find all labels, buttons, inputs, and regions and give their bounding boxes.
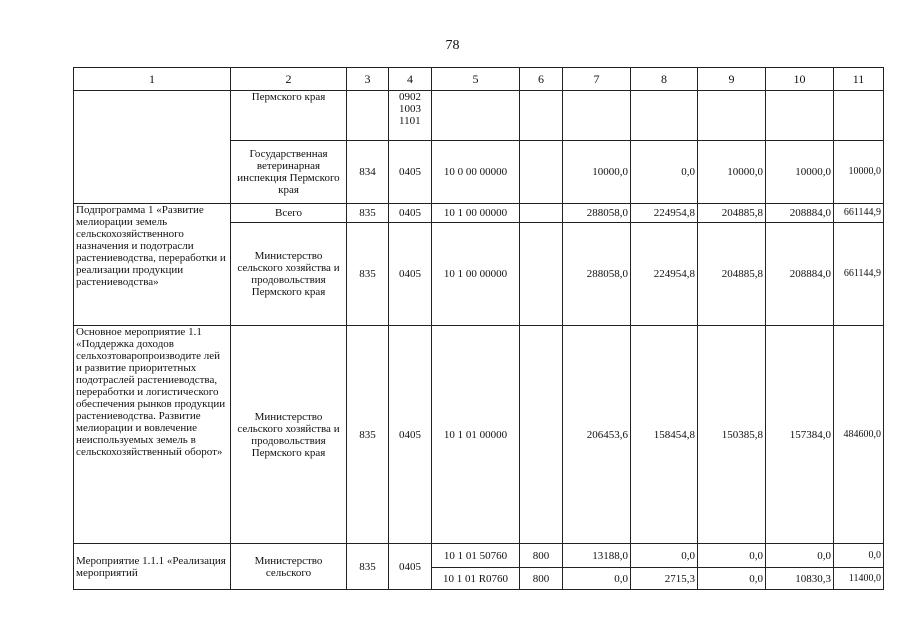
- table-row: [74, 326, 884, 544]
- table-cell: 204885,8: [698, 223, 766, 326]
- table-cell: 835: [347, 223, 389, 326]
- table-cell: [347, 91, 389, 141]
- table-row: [74, 204, 884, 223]
- table-cell: 800: [520, 568, 563, 590]
- table-cell: [520, 91, 563, 141]
- table-cell: 150385,8: [698, 326, 766, 544]
- column-header: 4: [389, 68, 432, 91]
- table-cell: 0902 1003 1101: [389, 91, 432, 141]
- column-header: 10: [766, 68, 834, 91]
- table-cell: [520, 223, 563, 326]
- table-cell: [766, 91, 834, 141]
- main-activity-title: Основное мероприятие 1.1 «Поддержка доходов сельхозтоваропроизводите лей и развитие приоритетных подотраслей растениеводства, переработки и логистического обеспечения рынков продукции растениеводства. Развитие мелиорации и вовлечение неиспользуемых земель в сельскохозяйственный оборот»: [74, 326, 231, 544]
- table-cell: 835: [347, 204, 389, 223]
- table-cell: 661144,9: [834, 204, 884, 223]
- table-cell: 0,0: [834, 544, 884, 568]
- column-header: 9: [698, 68, 766, 91]
- table-cell: 10000,0: [698, 141, 766, 204]
- table-cell: [520, 326, 563, 544]
- table-cell: 224954,8: [631, 204, 698, 223]
- table-cell: [698, 91, 766, 141]
- table-cell: 0405: [389, 204, 432, 223]
- table-cell: 0,0: [631, 141, 698, 204]
- table-cell: 13188,0: [563, 544, 631, 568]
- column-header: 1: [74, 68, 231, 91]
- table-cell: 157384,0: [766, 326, 834, 544]
- budget-table: [73, 67, 884, 590]
- table-cell: Министерство сельского хозяйства и продовольствия Пермского края: [231, 326, 347, 544]
- table-cell: 484600,0: [834, 326, 884, 544]
- table-cell: 10000,0: [563, 141, 631, 204]
- table-cell: 10 1 01 R0760: [432, 568, 520, 590]
- column-header: 8: [631, 68, 698, 91]
- table-cell: Государственная ветеринарная инспекция Пермского края: [231, 141, 347, 204]
- column-header: 2: [231, 68, 347, 91]
- table-cell: 834: [347, 141, 389, 204]
- column-header: 5: [432, 68, 520, 91]
- table-cell: 10 1 00 00000: [432, 204, 520, 223]
- table-cell: 288058,0: [563, 204, 631, 223]
- table-cell: 288058,0: [563, 223, 631, 326]
- table-cell: 208884,0: [766, 223, 834, 326]
- table-cell: 10 0 00 00000: [432, 141, 520, 204]
- table-cell: 10 1 01 50760: [432, 544, 520, 568]
- header-row: [74, 68, 884, 91]
- table-cell: Всего: [231, 204, 347, 223]
- table-cell: [563, 91, 631, 141]
- table-cell: [834, 91, 884, 141]
- table-cell: 0405: [389, 141, 432, 204]
- table-cell: 10 1 01 00000: [432, 326, 520, 544]
- table-cell: 10000,0: [766, 141, 834, 204]
- table-cell: 835: [347, 544, 389, 590]
- subprogram-title: Подпрограмма 1 «Развитие мелиорации земель сельскохозяйственного назначения и подотрасли растениеводства, переработки и реализации продукции растениеводства»: [74, 204, 231, 326]
- table-row: [74, 544, 884, 568]
- table-row: [74, 91, 884, 141]
- table-cell: 0405: [389, 544, 432, 590]
- table-cell: 0,0: [563, 568, 631, 590]
- table-cell: [631, 91, 698, 141]
- table-cell: 0,0: [698, 544, 766, 568]
- table-cell: 0,0: [631, 544, 698, 568]
- table-cell: 0405: [389, 326, 432, 544]
- table-cell: 10830,3: [766, 568, 834, 590]
- table-cell: 158454,8: [631, 326, 698, 544]
- column-header: 7: [563, 68, 631, 91]
- table-cell: [432, 91, 520, 141]
- table-cell: [520, 204, 563, 223]
- table-cell: 10 1 00 00000: [432, 223, 520, 326]
- table-cell: 835: [347, 326, 389, 544]
- column-header: 6: [520, 68, 563, 91]
- table-cell: 208884,0: [766, 204, 834, 223]
- table-cell: [74, 91, 231, 204]
- table-cell: 11400,0: [834, 568, 884, 590]
- table-cell: [520, 141, 563, 204]
- column-header: 3: [347, 68, 389, 91]
- activity-title: Мероприятие 1.1.1 «Реализация мероприятий: [74, 544, 231, 590]
- table-cell: 2715,3: [631, 568, 698, 590]
- column-header: 11: [834, 68, 884, 91]
- table-cell: 224954,8: [631, 223, 698, 326]
- table-cell: 10000,0: [834, 141, 884, 204]
- table-cell: Министерство сельского хозяйства и продовольствия Пермского края: [231, 223, 347, 326]
- table-cell: 661144,9: [834, 223, 884, 326]
- table-cell: 204885,8: [698, 204, 766, 223]
- table-cell: 0,0: [698, 568, 766, 590]
- table-cell: 0,0: [766, 544, 834, 568]
- table-cell: 800: [520, 544, 563, 568]
- table-cell: Пермского края: [231, 91, 347, 141]
- table-cell: 206453,6: [563, 326, 631, 544]
- table-cell: 0405: [389, 223, 432, 326]
- page-number: 78: [445, 38, 460, 53]
- table-cell: Министерство сельского: [231, 544, 347, 590]
